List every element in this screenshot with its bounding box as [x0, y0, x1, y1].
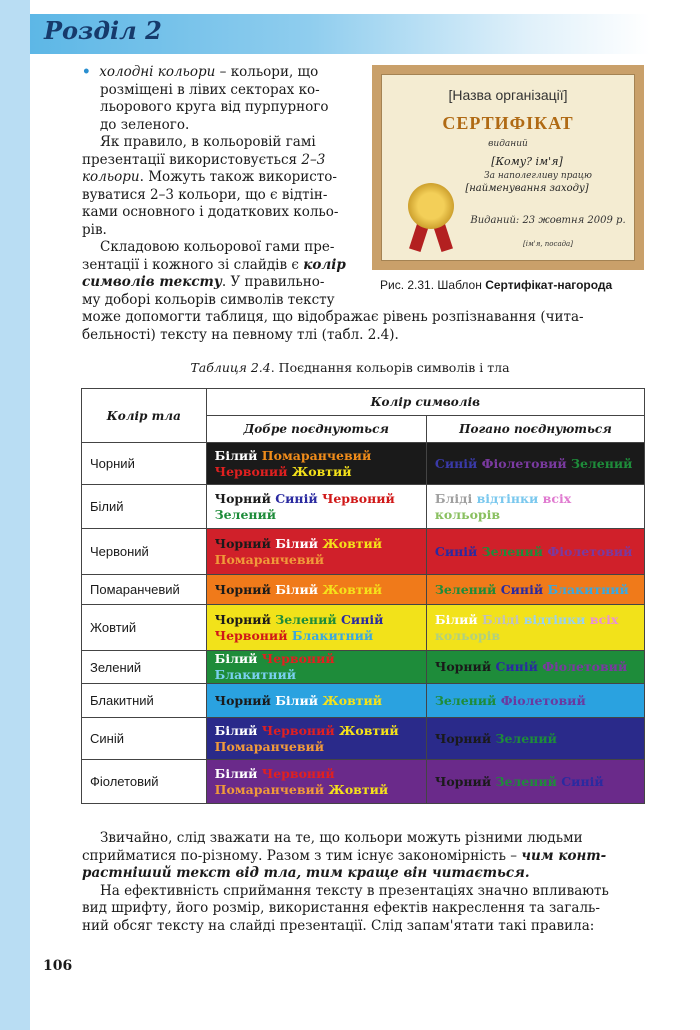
paragraph-line	[82, 169, 360, 187]
paragraph-line	[82, 848, 645, 866]
color-word: Чорний	[214, 581, 271, 597]
bg-color-name: Синій	[82, 718, 207, 760]
color-word: Фіолетовий	[537, 659, 628, 674]
paragraph-line: вуватися 2–3 кольори, що є відтін-	[82, 186, 328, 203]
color-word: Білий	[214, 765, 258, 781]
bad-combination-cell	[426, 651, 644, 684]
bg-color-name: Помаранчевий	[82, 575, 207, 605]
certificate-paper	[381, 74, 635, 261]
color-word: Чорний	[434, 773, 492, 789]
table-row	[82, 651, 645, 684]
color-word: Білий	[434, 611, 478, 627]
cert-date: Виданий: 23 жовтня 2009 р.	[470, 215, 626, 226]
color-word: Синій	[270, 490, 318, 506]
bad-combination-cell	[426, 718, 644, 760]
text-em: растніший текст від тла, тим краще він читається.	[82, 865, 530, 881]
color-word: Білий	[270, 692, 318, 708]
color-word: Червоний	[257, 722, 335, 738]
caption-prefix: Рис. 2.31. Шаблон	[380, 278, 486, 292]
color-word: Фіолетовий	[543, 543, 633, 559]
bad-combination-cell	[426, 443, 644, 485]
bad-combination-cell	[426, 575, 644, 605]
bullet-line: льорового круга від пурпурного	[100, 99, 329, 115]
color-word: Зелений	[491, 730, 557, 746]
full-width-text	[82, 309, 645, 344]
color-word: Жовтий	[287, 463, 352, 479]
table-row	[82, 684, 645, 718]
table-body	[82, 443, 645, 804]
table-row	[82, 529, 645, 575]
text-em: колір	[303, 256, 346, 273]
certificate-figure	[372, 65, 644, 270]
color-word: Синій	[491, 659, 538, 674]
text-run: зентації і кожного зі слайдів є	[82, 256, 299, 273]
color-word: Зелений	[491, 773, 557, 789]
text-em: чим конт-	[521, 847, 607, 864]
cert-recipient: [Кому? ім'я]	[491, 155, 563, 168]
paragraph-line: Як правило, в кольоровій гамі	[100, 134, 316, 150]
text-run: . Можуть також використо-	[139, 169, 337, 185]
color-word: Жовтий	[317, 581, 383, 597]
color-word: Помаранчевий	[214, 551, 325, 567]
header-text-color: Колір символів	[206, 389, 644, 416]
seal-icon	[408, 183, 454, 229]
paragraph-line	[82, 257, 360, 275]
color-word: Блакитний	[287, 627, 374, 643]
paragraph-line: Звичайно, слід зважати на те, що кольори можуть різними людьми	[100, 830, 583, 846]
bad-combination-cell	[426, 760, 644, 804]
bad-combination-cell	[426, 605, 644, 651]
good-combination-cell	[206, 684, 426, 718]
bg-color-name: Червоний	[82, 529, 207, 575]
paragraph-line: вид шрифту, його розмір, використання ефектів накреслення та загаль-	[82, 900, 600, 916]
color-word: Чорний	[214, 490, 271, 506]
color-word: Бліді	[434, 490, 473, 506]
color-word: Синій	[434, 455, 478, 471]
bad-combination-cell	[426, 529, 644, 575]
color-table	[81, 388, 645, 804]
figure-caption	[380, 278, 612, 292]
good-combination-cell	[206, 485, 426, 529]
table-row	[82, 760, 645, 804]
cert-title: СЕРТИФІКАТ	[442, 113, 574, 133]
cert-org: [Назва організації]	[448, 87, 568, 103]
color-word: Зелений	[434, 581, 497, 597]
bg-color-name: Білий	[82, 485, 207, 529]
color-word: Жовтий	[334, 722, 399, 738]
good-combination-cell	[206, 718, 426, 760]
color-word: Білий	[214, 447, 258, 463]
cert-for-work: За наполегливу працю	[484, 171, 592, 181]
bottom-text	[82, 830, 645, 935]
color-word: Жовтий	[317, 692, 383, 708]
cert-issued: виданий	[488, 139, 528, 149]
color-word: Червоний	[214, 627, 288, 643]
good-combination-cell	[206, 760, 426, 804]
color-word: Помаранчевий	[214, 781, 325, 797]
color-word: всіх	[538, 490, 572, 506]
table-row	[82, 443, 645, 485]
good-combination-cell	[206, 575, 426, 605]
color-word: Блакитний	[543, 581, 629, 597]
caption-bold: Сертифікат-нагорода	[485, 278, 613, 292]
good-combination-cell	[206, 605, 426, 651]
bg-color-name: Фіолетовий	[82, 760, 207, 804]
text-run: сприйматися по-різному. Разом з тим існує закономірність –	[82, 847, 518, 864]
good-combination-cell	[206, 443, 426, 485]
good-combination-cell	[206, 529, 426, 575]
paragraph-line	[82, 152, 360, 170]
color-word: кольорів	[434, 506, 501, 522]
header-bg-color: Колір тла	[82, 389, 207, 443]
bullet-line: розміщені в лівих секторах ко-	[100, 81, 320, 98]
color-word: Зелений	[270, 611, 337, 627]
header-good: Добре поєднуються	[206, 416, 426, 443]
table-caption-text: . Поєднання кольорів символів і тла	[270, 360, 510, 375]
text-em: 2–3	[301, 151, 326, 168]
color-word: Чорний	[214, 611, 271, 627]
header-bad: Погано поєднуються	[426, 416, 644, 443]
color-word: Помаранчевий	[214, 738, 325, 754]
color-word: Червоний	[317, 490, 395, 506]
color-word: Блакитний	[214, 667, 296, 682]
color-word: Білий	[214, 651, 258, 666]
bg-color-name: Чорний	[82, 443, 207, 485]
bullet-line: до зеленого.	[100, 116, 190, 133]
paragraph-line	[82, 865, 645, 883]
color-word: Чорний	[214, 692, 271, 708]
bad-combination-cell	[426, 485, 644, 529]
color-word: Бліді	[477, 611, 520, 627]
cert-sign: [ім'я, посада]	[523, 240, 573, 248]
table-row	[82, 485, 645, 529]
color-word: Чорний	[214, 535, 271, 551]
color-word: Синій	[556, 773, 604, 789]
paragraph-line: рів.	[82, 221, 107, 238]
color-word: кольорів	[434, 627, 501, 643]
color-word: Фіолетовий	[496, 692, 586, 708]
bg-color-name: Жовтий	[82, 605, 207, 651]
table-row	[82, 718, 645, 760]
paragraph-line	[82, 274, 360, 292]
text-em: кольори	[82, 169, 140, 185]
color-word: Чорний	[434, 659, 492, 674]
paragraph-line: ний обсяг тексту на слайді презентації. Слід запам'ятати такі правила:	[82, 917, 595, 934]
bg-color-name: Зелений	[82, 651, 207, 684]
color-word: Синій	[336, 611, 384, 627]
color-word: Зелений	[214, 506, 277, 522]
paragraph-line: Складовою кольорової гами пре-	[100, 239, 335, 255]
text-em: символів тексту	[82, 274, 222, 290]
table-caption	[0, 360, 700, 375]
color-word: всіх	[585, 611, 619, 627]
color-word: Червоний	[214, 463, 288, 479]
bullet-label: холодні кольори	[99, 64, 216, 80]
color-word: Червоний	[257, 765, 335, 781]
good-combination-cell	[206, 651, 426, 684]
table-label: Таблиця 2.4	[190, 360, 271, 375]
paragraph-line: ками основного і додаткових кольо-	[82, 204, 339, 220]
cert-event: [найменування заходу]	[465, 183, 589, 194]
color-word: Помаранчевий	[257, 447, 372, 463]
bullet-text: – кольори, що	[215, 64, 319, 80]
color-word: Фіолетовий	[477, 455, 567, 471]
text-run: . У правильно-	[221, 274, 325, 290]
paragraph-line: бельності) тексту на певному тлі (табл. 2.4).	[82, 326, 399, 343]
color-word: Жовтий	[317, 535, 383, 551]
bg-color-name: Блакитний	[82, 684, 207, 718]
side-strip	[0, 0, 30, 1030]
text-run: презентації використовується	[82, 151, 298, 168]
color-word: Білий	[214, 722, 258, 738]
page-number: 106	[43, 958, 73, 974]
color-word: Синій	[496, 581, 544, 597]
color-word: Жовтий	[324, 781, 389, 797]
bad-combination-cell	[426, 684, 644, 718]
section-title: Розділ 2	[44, 16, 162, 45]
paragraph-line: На ефективність сприймання тексту в презентаціях значно впливають	[100, 882, 609, 899]
table-row	[82, 575, 645, 605]
color-word: Зелений	[477, 543, 544, 559]
color-word: Зелений	[566, 455, 633, 471]
color-word: Червоний	[257, 651, 335, 666]
color-word: Зелений	[434, 692, 497, 708]
color-word: відтінки	[472, 490, 539, 506]
paragraph-line: може допомогти таблиця, що відображає рівень розпізнавання (чита-	[82, 309, 584, 325]
color-word: Білий	[270, 581, 318, 597]
bullet-icon: •	[82, 64, 91, 80]
color-word: відтінки	[519, 611, 586, 627]
left-column-text	[82, 64, 360, 309]
color-word: Синій	[434, 543, 478, 559]
color-word: Білий	[270, 535, 318, 551]
color-word: Чорний	[434, 730, 492, 746]
paragraph-line: му доборі кольорів символів тексту	[82, 291, 335, 308]
table-row	[82, 605, 645, 651]
